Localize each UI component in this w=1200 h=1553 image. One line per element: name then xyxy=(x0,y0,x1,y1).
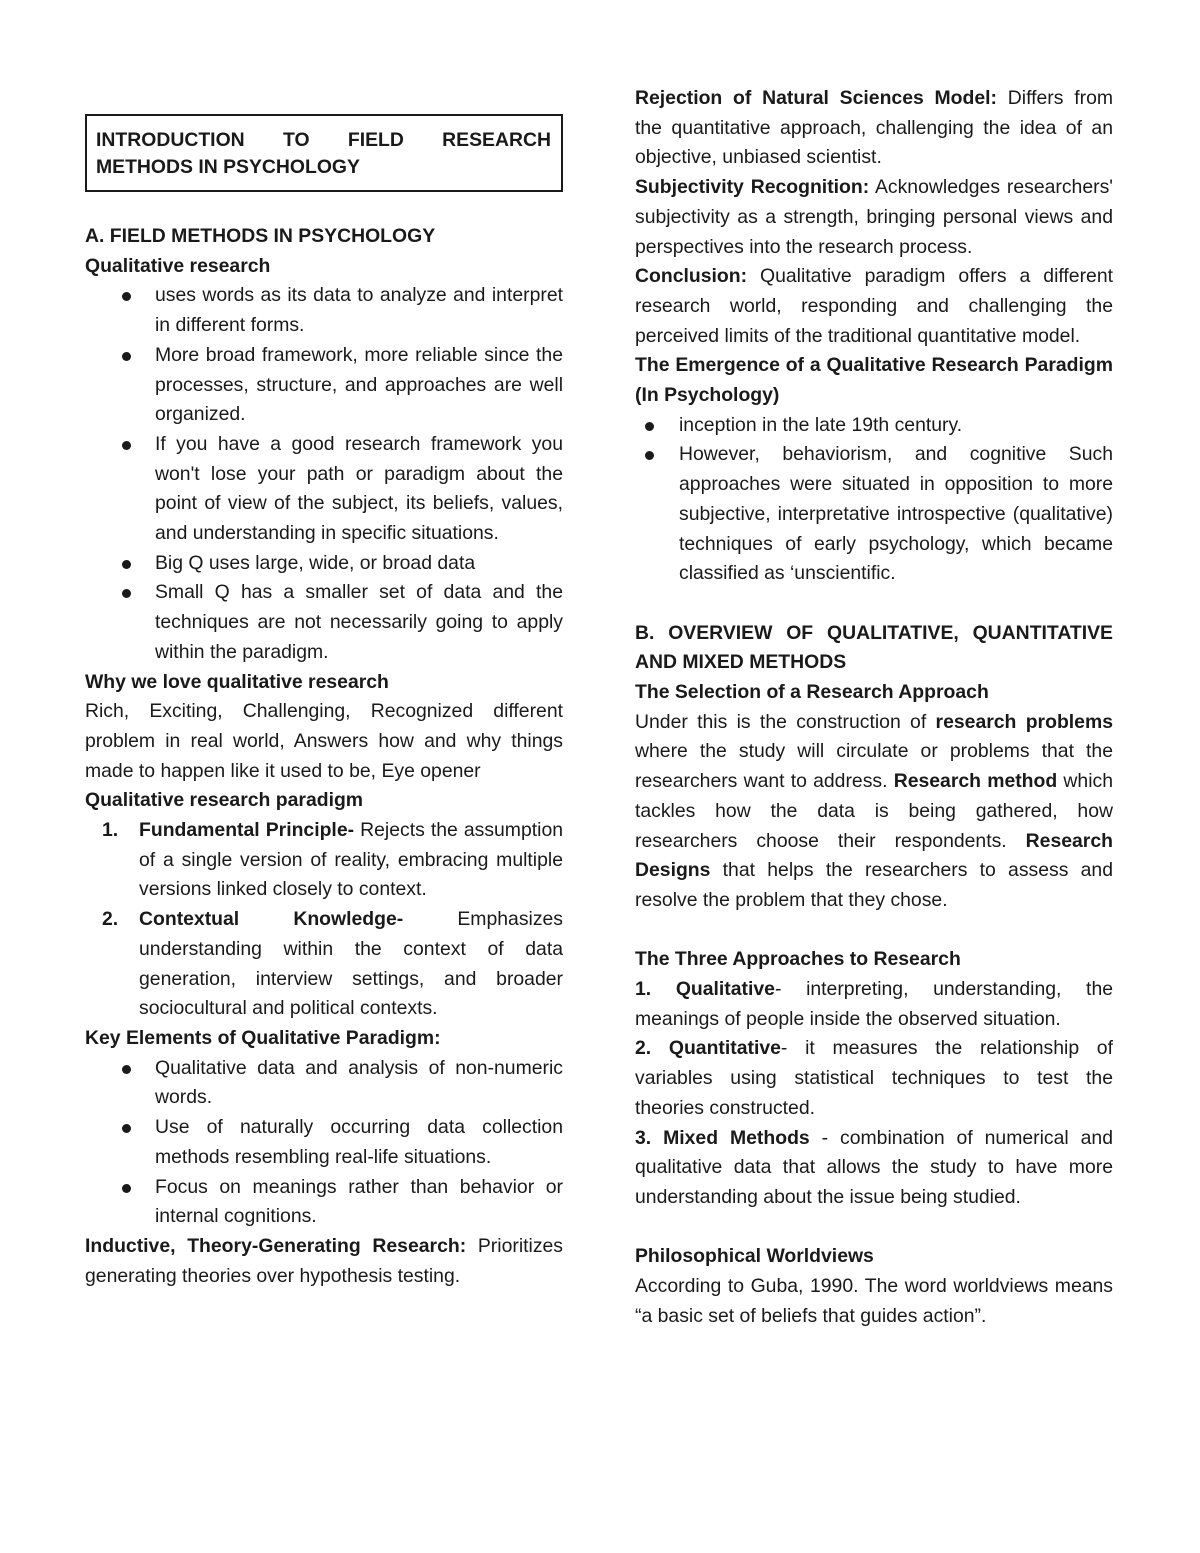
three-approaches-heading: The Three Approaches to Research xyxy=(635,948,961,971)
research-method-term: Research method xyxy=(893,770,1058,793)
conclusion-paragraph xyxy=(635,262,1113,351)
rejection-term: Rejection of Natural Sciences Model: xyxy=(635,87,998,109)
approach-label: 2. Quantitative xyxy=(635,1037,781,1060)
list-number: 1. xyxy=(102,819,119,842)
conclusion-text: Qualitative paradigm offers a different research world, responding and challenging the perceived limits of the traditional quantitative model. xyxy=(635,265,1113,347)
emergence-heading: The Emergence of a Qualitative Research Paradigm (In Psychology) xyxy=(635,354,1113,407)
list-item: uses words as its data to analyze and interpret in different forms. xyxy=(85,281,563,340)
document-title-box xyxy=(85,114,563,192)
bullet-icon xyxy=(122,441,131,450)
approach-text: - it measures the relationship of variables using statistical techniques to test the theories constructed. xyxy=(635,1037,1113,1119)
bullet-icon xyxy=(122,352,131,361)
left-column xyxy=(85,0,563,1291)
list-term: Fundamental Principle- xyxy=(139,819,355,842)
list-item: Focus on meanings rather than behavior or internal cognitions. xyxy=(85,1173,563,1232)
list-text: Rejects the assumption of a single version of reality, embracing multiple versions linked closely to context. xyxy=(139,819,564,901)
paradigm-heading: Qualitative research paradigm xyxy=(85,789,364,812)
bullet-icon xyxy=(122,1065,131,1074)
list-item: Big Q uses large, wide, or broad data xyxy=(85,549,563,579)
approach-label: 3. Mixed Methods xyxy=(635,1126,810,1149)
section-a-heading: A. FIELD METHODS IN PSYCHOLOGY xyxy=(85,225,436,247)
approach-text: - combination of numerical and qualitative data that allows the study to have more understanding about the issue being studied. xyxy=(635,1126,1113,1208)
research-problems-term: research problems xyxy=(935,710,1113,733)
qualitative-research-heading: Qualitative research xyxy=(85,254,271,277)
subjectivity-text: Acknowledges researchers' subjectivity as a strength, bringing personal views and perspectives into the research process. xyxy=(635,176,1113,258)
list-item xyxy=(85,905,563,1024)
subjectivity-paragraph xyxy=(635,173,1113,262)
selection-heading: The Selection of a Research Approach xyxy=(635,681,989,704)
list-text: Emphasizes understanding within the context of data generation, interview settings, and broader sociocultural and political contexts. xyxy=(139,908,563,1020)
worldviews-text: According to Guba, 1990. The word worldviews means “a basic set of beliefs that guides action”. xyxy=(635,1275,1113,1327)
approach-text: - interpreting, understanding, the meanings of people inside the observed situation. xyxy=(635,978,1114,1030)
bullet-icon xyxy=(645,451,654,460)
worldviews-heading: Philosophical Worldviews xyxy=(635,1245,874,1268)
inductive-text: Prioritizes generating theories over hypothesis testing. xyxy=(85,1234,563,1287)
section-b-heading: B. OVERVIEW OF QUALITATIVE, QUANTITATIVE AND MIXED METHODS xyxy=(635,621,1113,674)
list-item: More broad framework, more reliable since the processes, structure, and approaches are well organized. xyxy=(85,341,563,430)
approach-item xyxy=(635,1124,1113,1213)
list-item: Qualitative data and analysis of non-numeric words. xyxy=(85,1054,563,1113)
approach-label: 1. Qualitative xyxy=(635,978,775,1001)
bullet-icon xyxy=(122,1184,131,1193)
conclusion-term: Conclusion: xyxy=(635,265,748,288)
rejection-paragraph xyxy=(635,84,1113,173)
why-heading: Why we love qualitative research xyxy=(85,670,389,693)
list-term: Contextual Knowledge- xyxy=(139,908,404,931)
approach-item xyxy=(635,1034,1113,1123)
list-item: If you have a good research framework you won't lose your path or paradigm about the point of view of the subject, its beliefs, values, and understanding in specific situations. xyxy=(85,430,563,549)
key-elements-heading: Key Elements of Qualitative Paradigm: xyxy=(85,1026,441,1049)
rejection-text: Differs from the quantitative approach, challenging the idea of an objective, unbiased scientist. xyxy=(635,87,1113,169)
paradigm-list xyxy=(85,816,563,1024)
bullet-icon xyxy=(122,1124,131,1133)
subjectivity-term: Subjectivity Recognition: xyxy=(635,176,870,199)
bullet-icon xyxy=(122,292,131,301)
list-item: Small Q has a smaller set of data and the techniques are not necessarily going to apply within the paradigm. xyxy=(85,578,563,667)
list-item: inception in the late 19th century. xyxy=(635,411,1113,441)
qualitative-research-list xyxy=(85,281,563,667)
inductive-paragraph xyxy=(85,1232,563,1291)
emergence-list xyxy=(635,411,1113,589)
list-item: However, behaviorism, and cognitive Such approaches were situated in opposition to more subjective, interpretative introspective (qualitative) techniques of early psychology, which became classified as ‘unscientific. xyxy=(635,440,1113,589)
right-column xyxy=(635,84,1113,1331)
bullet-icon xyxy=(122,560,131,569)
list-number: 2. xyxy=(102,908,119,931)
list-item: Use of naturally occurring data collection methods resembling real-life situations. xyxy=(85,1113,563,1172)
inductive-term: Inductive, Theory-Generating Research: xyxy=(85,1234,467,1257)
selection-paragraph: Under this is the construction of research problems where the study will circulate or problems that the researchers want to address. Research method which tackles how the data is being gathered, how researchers choose their respondents. Research Designs that helps the researchers to assess and resolve the problem that they chose. xyxy=(635,710,1113,911)
document-title: INTRODUCTION TO FIELD RESEARCH METHODS IN PSYCHOLOGY xyxy=(96,129,551,178)
bullet-icon xyxy=(645,422,654,431)
approach-item xyxy=(635,975,1113,1034)
why-text: Rich, Exciting, Challenging, Recognized different problem in real world, Answers how and why things made to happen like it used to be, Eye opener xyxy=(85,700,563,782)
list-item xyxy=(85,816,563,905)
key-elements-list xyxy=(85,1054,563,1232)
research-designs-term: Research Designs xyxy=(635,829,1113,882)
bullet-icon xyxy=(122,589,131,598)
